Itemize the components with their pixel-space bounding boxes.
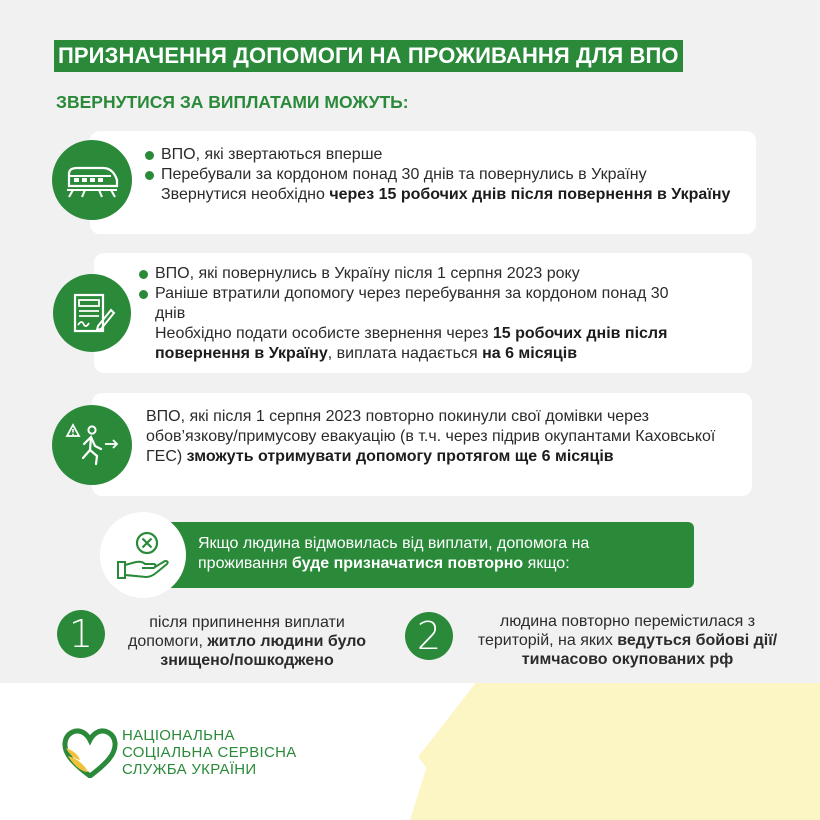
card3-text [146,407,718,467]
card3-text-bold: зможуть отримувати допомогу протягом ще 6 місяців [186,448,614,465]
evacuation-icon [52,405,132,485]
card1-note [145,185,755,205]
condition-2-plain: людина повторно перемістилася з територій, на яких [477,613,756,649]
logo-line3: СЛУЖБА УКРАЇНИ [122,761,257,778]
document-sign-icon [53,274,131,352]
condition-2-number-icon [405,612,453,660]
card1-note-bold: через 15 робочих днів після повернення в Україну [329,186,731,203]
card1-bullet2: Перебували за кордоном понад 30 днів та повернулись в Україну [145,165,755,185]
heart-logo-icon [62,726,118,778]
page-subtitle: ЗВЕРНУТИСЯ ЗА ВИПЛАТАМИ МОЖУТЬ: [56,92,409,112]
card1-bullet1: ВПО, які звертаються вперше [145,145,755,165]
logo-line1: НАЦІОНАЛЬНА [122,727,235,744]
condition-1-bold: житло людини було знищено/пошкоджено [160,633,366,669]
card1-text [145,145,755,205]
condition-1-text [112,613,382,670]
condition-2-text [460,612,795,669]
condition-1-number-icon [57,610,105,658]
logo-text [122,727,297,778]
card2-note-plain1: Необхідно подати особисте звернення через [155,325,493,342]
logo-line2: СОЦІАЛЬНА СЕРВІСНА [122,744,297,761]
banner-text [198,534,678,574]
condition-2-bold: ведуться бойові дії/тимчасово окупованих рф [521,632,778,668]
condition-1-number: 1 [68,612,94,656]
condition-2-number: 2 [416,614,442,658]
page-title: ПРИЗНАЧЕННЯ ДОПОМОГИ НА ПРОЖИВАННЯ ДЛЯ ВПО [54,40,683,72]
card2-note-bold1: 15 робочих днів після повернення в Україну [155,325,668,362]
condition-1-plain: після припинення виплати допомоги, [128,614,345,650]
card2-text [139,264,739,364]
card2-note [139,324,739,364]
hand-cancel-icon [100,512,186,598]
card3-text-plain: ВПО, які після 1 серпня 2023 повторно покинули свої домівки через обов’язкову/примусову евакуацію (в т.ч. через підрив окупантами Каховської ГЕС) [146,408,716,465]
card1-note-plain: Звернутися необхідно [161,186,330,203]
card2-bullet2: Раніше втратили допомогу через перебування за кордоном понад 30 днів [139,284,699,324]
banner-text-bold: буде призначатися повторно [291,555,524,572]
card2-bullet1: ВПО, які повернулись в Україну після 1 серпня 2023 року [139,264,739,284]
banner-text-plain: Якщо людина відмовилась від виплати, допомога на проживання [198,535,590,572]
card2-note-plain2: , виплата надається [327,345,483,362]
banner-text-end: якщо: [523,555,570,572]
train-icon [52,140,132,220]
card2-note-bold2: на 6 місяців [482,345,578,362]
